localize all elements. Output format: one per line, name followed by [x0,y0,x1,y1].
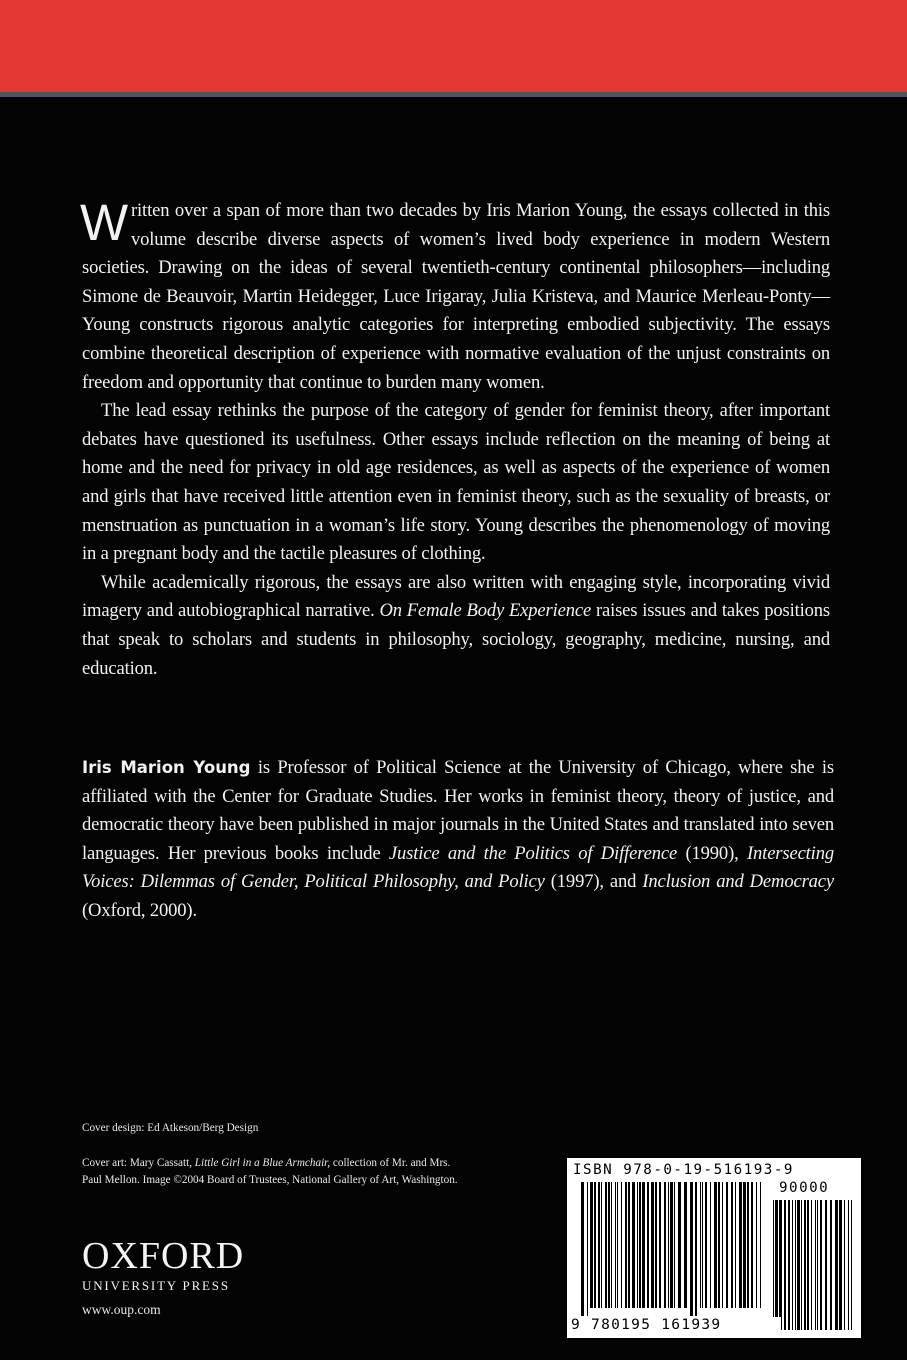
barcode-bar [598,1182,600,1308]
barcode-bar [581,1182,584,1316]
barcode-bar [817,1200,818,1330]
barcode-bar [795,1200,796,1330]
barcode-bar [731,1182,733,1308]
barcode-bar [702,1182,703,1308]
barcode-bar [639,1182,641,1308]
top-color-band [0,0,907,92]
barcode-bar [739,1182,742,1308]
author-bio [82,754,834,926]
barcode-bar [797,1200,800,1330]
barcode-bar [775,1200,778,1330]
barcode-bar [684,1182,687,1308]
ean-digits: 9 780195 161939 [571,1317,781,1333]
barcode-bar [651,1182,654,1308]
barcode-bar [611,1182,612,1308]
barcode-bar [664,1182,666,1308]
author-name: Iris Marion Young [82,758,251,777]
barcode-bar [779,1200,782,1330]
barcode-bar [851,1200,852,1330]
barcode-bar [642,1182,645,1308]
author-bio-text: Iris Marion Young is Professor of Political Science at the University of Chicago, where she is affiliated with the Center for Graduate Studies. Her works in feminist theory, theory of justice, and democratic theory have been published in major journals in the United States and translated into seven languages. Her previous books include Justice and the Politics of Difference (1990), Intersecting Voices: Dilemmas of Gender, Political Philosophy, and Policy (1997), and Inclusion and Democracy (Oxford, 2000). [82,757,835,921]
barcode-bar [705,1182,707,1308]
description-paragraph-2: The lead essay rethinks the purpose of the category of gender for feminist theory, after important debates have questioned its usefulness. Other essays include reflection on the meaning of being at home and the need for privacy in old age residences, as well as aspects of the experience of women and girls that have received little attention even in feminist theory, such as the sexuality of breasts, or menstruation as punctuation in a woman’s life story. Young describes the phenomenology of moving in a pregnant body and the tactile pleasures of clothing. [82,400,830,565]
barcode-bar [751,1182,753,1308]
book-description [80,194,831,683]
barcode-bar [801,1200,802,1330]
price-addon: 90000 [779,1180,830,1196]
barcode-bar [710,1182,711,1308]
barcode-bar [820,1200,822,1330]
barcode-bar [830,1200,832,1330]
isbn-label: ISBN 978-0-19-516193-9 [573,1162,794,1178]
barcode-bar [659,1182,661,1308]
cover-design-credit: Cover design: Ed Atkeson/Berg Design [82,1122,259,1134]
barcode-bar [773,1200,774,1330]
barcode-bar [628,1182,630,1308]
barcode-bar [756,1182,757,1308]
publisher-url: www.oup.com [82,1302,161,1317]
barcode-bar [815,1200,816,1330]
cover-art-credit: Cover art: Mary Cassatt, Little Girl in a Blue Armchair, collection of Mr. and Mrs. Paul Mellon. Image ©2004 Board of Trustees, National Gallery of Art, Washington. [82,1157,458,1187]
barcode-bar [747,1182,749,1308]
barcode-bar [811,1200,812,1330]
barcode-bar [605,1182,607,1308]
barcode-bar [722,1182,723,1308]
barcode-bar [647,1182,649,1308]
barcode-bar [726,1182,728,1308]
barcode-bar [655,1182,657,1308]
barcode-bar [807,1200,809,1330]
publisher-logo [82,1237,244,1294]
barcode-bar [617,1182,618,1308]
barcode-bar [839,1200,842,1330]
book-reference-1: Justice and the Politics of Difference [388,842,678,864]
drop-cap: W [80,194,128,251]
barcode-bar [594,1182,596,1308]
book-title-reference: On Female Body Experience [379,600,592,622]
book-reference-2: Intersecting Voices: Dilemmas of Gender, Political Philosophy, and Policy [82,842,834,893]
barcode-bar [670,1182,673,1308]
barcode-bar [844,1200,845,1330]
barcode-bar [668,1182,669,1308]
book-reference-3: Inclusion and Democracy [642,871,835,893]
barcode-bar [608,1182,610,1308]
artwork-title: Little Girl in a Blue Armchair, [194,1157,331,1169]
barcode-bar [804,1200,806,1330]
barcode-bar [587,1182,588,1316]
barcode-bar [632,1182,635,1308]
barcode-bar [788,1200,790,1330]
barcode-bar [760,1182,761,1308]
publisher-subtitle: UNIVERSITY PRESS [82,1278,230,1293]
barcode-bar [678,1182,681,1308]
barcode-bar [825,1200,827,1330]
barcode-bar [674,1182,675,1308]
barcode-bar [848,1200,849,1330]
barcode-bar [835,1200,838,1330]
barcode-bar [792,1200,793,1330]
barcode-bar [784,1200,786,1330]
top-divider-rule [0,92,907,97]
barcode-bar [601,1182,602,1308]
barcode-bar [743,1182,746,1308]
barcode-bar [714,1182,717,1308]
barcode-bar [690,1182,693,1316]
barcode-bar [625,1182,627,1308]
barcode-bar [718,1182,720,1308]
description-paragraph-3: While academically rigorous, the essays are also written with engaging style, incorporating vivid imagery and autobiographical narrative. On Female Body Experience raises issues and takes positions that speak to scholars and students in philosophy, sociology, geography, medicine, nursing, and education. [82,571,831,679]
barcode-bar [621,1182,622,1308]
barcode-bar [590,1182,593,1308]
barcode-bar [700,1182,701,1308]
barcode-bar [695,1182,697,1316]
description-paragraph-1: Written over a span of more than two decades by Iris Marion Young, the essays collected in this volume describe diverse aspects of women’s lived body experience in modern Western societies. Drawing on the ideas of several twentieth-century continental philosophers—including Simone de Beauvoir, Martin Heidegger, Luce Irigaray, Julia Kristeva, and Maurice Merleau-Ponty—Young constructs rigorous analytic categories for interpreting embodied subjectivity. The essays combine theoretical description of experience with normative evaluation of the unjust constraints on freedom and opportunity that continue to burden many women. [80,194,830,393]
isbn-barcode [567,1158,861,1338]
barcode-bar [637,1182,638,1308]
barcode-bar [615,1182,616,1308]
publisher-name: OXFORD [82,1235,245,1277]
barcode-bar [735,1182,736,1308]
